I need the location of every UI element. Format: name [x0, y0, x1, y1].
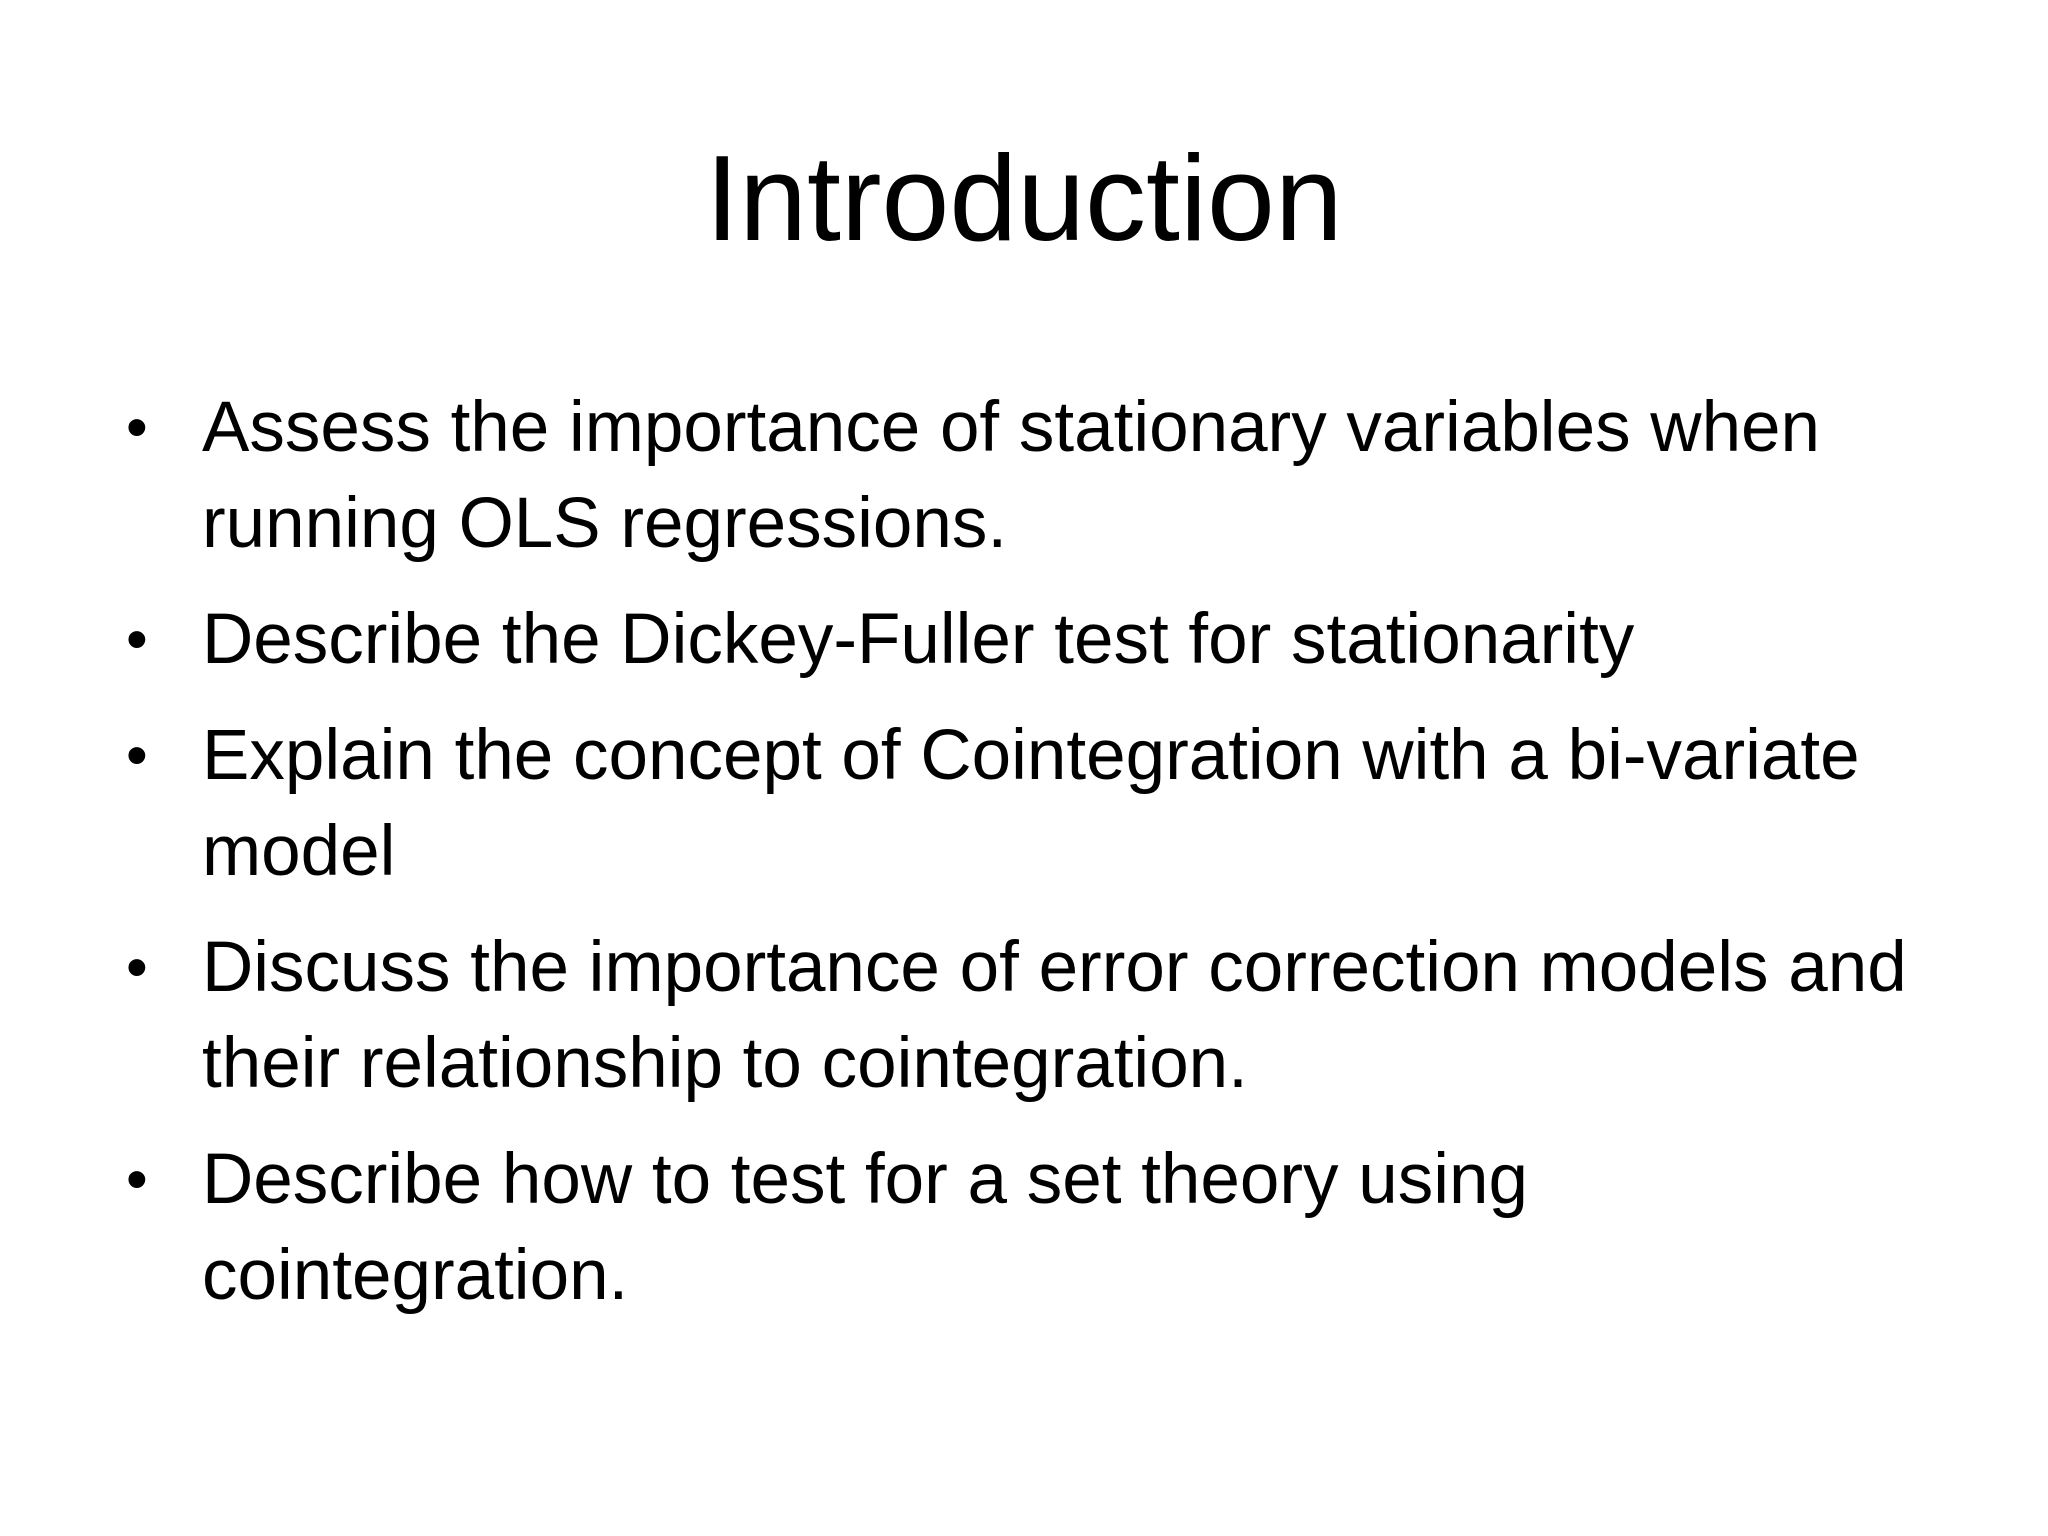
bullet-item	[126, 708, 1926, 900]
bullet-text: Explain the concept of Cointegration with a bi-variate model	[202, 716, 1860, 891]
bullet-item	[126, 1132, 1926, 1324]
bullet-item	[126, 920, 1926, 1112]
bullet-icon: •	[126, 721, 148, 790]
bullet-icon: •	[126, 1145, 148, 1214]
bullet-icon: •	[126, 393, 148, 462]
bullet-text: Describe how to test for a set theory using cointegration.	[202, 1140, 1528, 1315]
bullet-text: Discuss the importance of error correction models and their relationship to cointegration.	[202, 928, 1907, 1103]
bullet-item	[126, 380, 1926, 572]
bullet-text: Assess the importance of stationary variables when running OLS regressions.	[202, 388, 1821, 563]
bullet-icon: •	[126, 933, 148, 1002]
bullet-item	[126, 592, 1926, 688]
slide-title: Introduction	[705, 130, 1343, 266]
bullet-list	[126, 380, 1926, 1344]
bullet-icon: •	[126, 605, 148, 674]
bullet-text: Describe the Dickey-Fuller test for stationarity	[202, 600, 1635, 679]
